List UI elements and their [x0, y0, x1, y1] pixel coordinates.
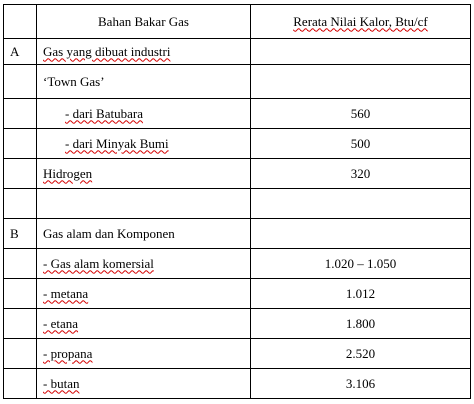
row-code-cell: A	[4, 39, 37, 65]
row-fuel-text: Gas alam dan Komponen	[43, 225, 175, 241]
row-code-cell	[4, 369, 37, 399]
row-fuel-cell	[37, 309, 251, 339]
row-value-cell: 560	[251, 99, 471, 129]
row-code-cell	[4, 249, 37, 279]
row-value-cell: 320	[251, 159, 471, 189]
table-row-empty	[4, 189, 471, 219]
row-fuel-cell	[37, 369, 251, 399]
header-value-cell	[251, 5, 471, 39]
row-value-cell: 2.520	[251, 339, 471, 369]
row-fuel-text: - Gas alam komersial	[43, 255, 154, 271]
row-fuel-cell	[37, 339, 251, 369]
row-fuel-text: Hidrogen	[43, 165, 93, 181]
row-code-cell: B	[4, 219, 37, 249]
table-row	[4, 369, 471, 399]
row-fuel-text: - propana	[43, 345, 93, 361]
header-fuel-text: Bahan Bakar Gas	[98, 13, 189, 29]
table-row	[4, 279, 471, 309]
row-fuel-cell	[37, 39, 251, 65]
table-row	[4, 39, 471, 65]
row-code-cell	[4, 65, 37, 99]
row-code-cell	[4, 99, 37, 129]
row-fuel-text: Gas yang dibuat industri	[43, 43, 171, 59]
table-row	[4, 159, 471, 189]
header-fuel-cell	[37, 5, 251, 39]
row-fuel-cell	[37, 189, 251, 219]
row-fuel-text: - butan	[43, 375, 80, 391]
calorific-value-table	[3, 4, 471, 399]
row-fuel-cell	[37, 65, 251, 99]
row-value-cell: 1.020 – 1.050	[251, 249, 471, 279]
row-fuel-cell	[37, 279, 251, 309]
row-value-cell	[251, 65, 471, 99]
row-code-cell	[4, 339, 37, 369]
table-row	[4, 219, 471, 249]
row-fuel-cell	[37, 159, 251, 189]
row-value-cell	[251, 39, 471, 65]
table-row	[4, 65, 471, 99]
table-row	[4, 99, 471, 129]
row-code-cell	[4, 279, 37, 309]
row-fuel-text: - etana	[43, 315, 79, 331]
row-fuel-text: - dari Batubara	[65, 105, 143, 121]
row-value-cell: 1.800	[251, 309, 471, 339]
table-header-row	[4, 5, 471, 39]
row-fuel-text: ‘Town Gas’	[43, 73, 105, 89]
row-fuel-text: - metana	[43, 285, 89, 301]
row-value-cell: 1.012	[251, 279, 471, 309]
header-code-cell	[4, 5, 37, 39]
row-fuel-cell	[37, 219, 251, 249]
table-row	[4, 129, 471, 159]
row-fuel-cell	[37, 129, 251, 159]
table-row	[4, 249, 471, 279]
row-fuel-cell	[37, 249, 251, 279]
header-value-text: Rerata Nilai Kalor, Btu/cf	[293, 13, 428, 29]
row-code-cell	[4, 159, 37, 189]
row-value-cell	[251, 189, 471, 219]
row-code-cell	[4, 129, 37, 159]
row-value-cell	[251, 219, 471, 249]
row-code-cell	[4, 189, 37, 219]
row-value-cell: 500	[251, 129, 471, 159]
table-row	[4, 339, 471, 369]
row-code-cell	[4, 309, 37, 339]
table-row	[4, 309, 471, 339]
row-fuel-cell	[37, 99, 251, 129]
row-fuel-text: - dari Minyak Bumi	[65, 135, 169, 151]
row-value-cell: 3.106	[251, 369, 471, 399]
